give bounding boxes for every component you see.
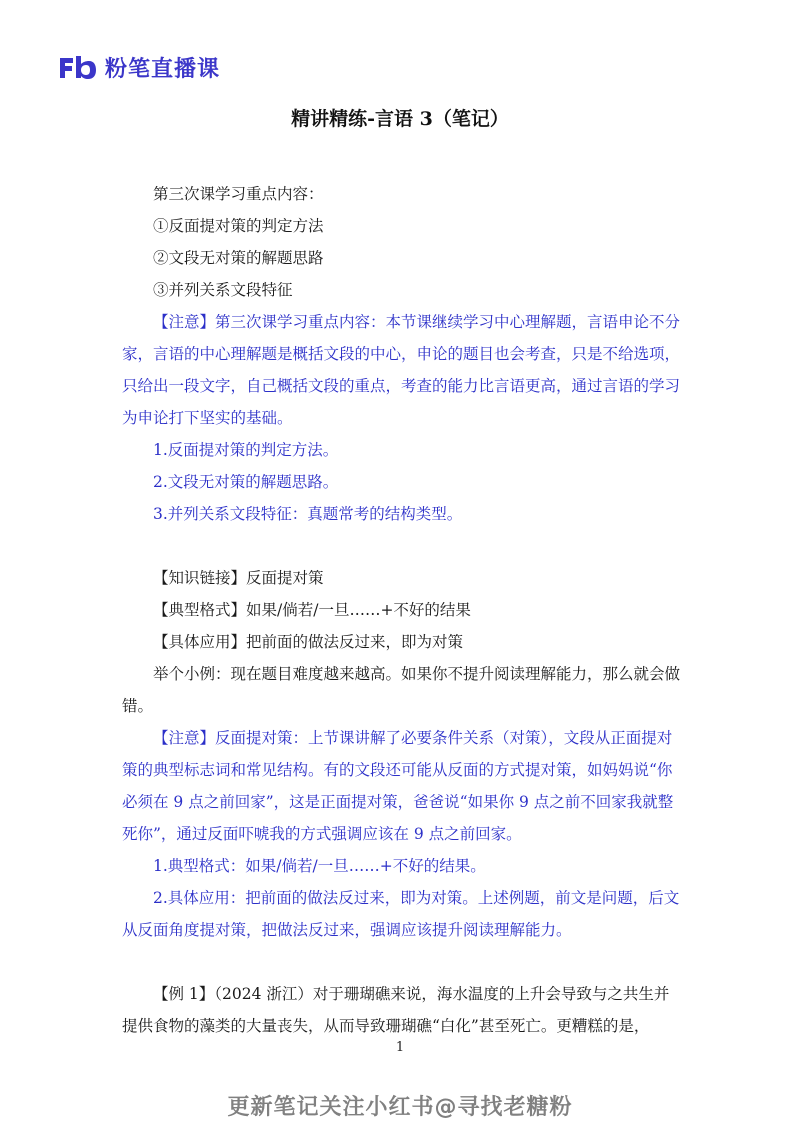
page-number: 1 bbox=[395, 1040, 405, 1055]
intro-line: ③并列关系文段特征 bbox=[153, 281, 293, 299]
brand-logo bbox=[57, 52, 220, 82]
intro-line: ②文段无对策的解题思路 bbox=[153, 249, 324, 267]
watermark-text: 更新笔记关注小红书@寻找老糖粉 bbox=[227, 1095, 573, 1120]
note-item: 1.反面提对策的判定方法。 bbox=[153, 441, 339, 459]
example-question: 【例 1】（2024 浙江）对于珊瑚礁来说，海水温度的上升会导致与之共生并提供食物的藻类的大量丧失，从而导致珊瑚礁“白化”甚至死亡。更糟糕的是， bbox=[122, 985, 670, 1035]
note-item: 1.典型格式：如果/倘若/一旦……+不好的结果。 bbox=[153, 857, 486, 875]
knowledge-line: 【典型格式】如果/倘若/一旦……+不好的结果 bbox=[153, 601, 471, 619]
fenbi-logo-icon bbox=[57, 54, 97, 80]
knowledge-line: 【知识链接】反面提对策 bbox=[153, 569, 324, 587]
document-body bbox=[122, 178, 682, 1042]
note-item: 3.并列关系文段特征：真题常考的结构类型。 bbox=[153, 505, 463, 523]
note-paragraph: 【注意】第三次课学习重点内容：本节课继续学习中心理解题，言语申论不分家，言语的中心理解题是概括文段的中心，申论的题目也会考查，只是不给选项，只给出一段文字，自己概括文段的重点，考查的能力比言语更高，通过言语的学习为申论打下坚实的基础。 bbox=[122, 313, 681, 427]
intro-line: ①反面提对策的判定方法 bbox=[153, 217, 324, 235]
knowledge-line: 【具体应用】把前面的做法反过来，即为对策 bbox=[153, 633, 464, 651]
note-item: 2.文段无对策的解题思路。 bbox=[153, 473, 339, 491]
note-paragraph: 【注意】反面提对策：上节课讲解了必要条件关系（对策），文段从正面提对策的典型标志词和常见结构。有的文段还可能从反面的方式提对策，如妈妈说“你必须在 9 点之前回家”，这是正面提对策，爸爸说“如果你 9 点之前不回家我就整死你”，通过反面吓唬我的方式强调应该在 9 点之前回家。 bbox=[122, 729, 674, 843]
document-title: 精讲精练-言语 3（笔记） bbox=[291, 108, 509, 130]
brand-name: 粉笔直播课 bbox=[105, 56, 221, 82]
intro-line: 第三次课学习重点内容： bbox=[153, 185, 324, 203]
example-paragraph: 举个小例：现在题目难度越来越高。如果你不提升阅读理解能力，那么就会做错。 bbox=[122, 665, 681, 715]
note-item: 2.具体应用：把前面的做法反过来，即为对策。上述例题，前文是问题，后文从反面角度提对策，把做法反过来，强调应该提升阅读理解能力。 bbox=[122, 889, 680, 939]
